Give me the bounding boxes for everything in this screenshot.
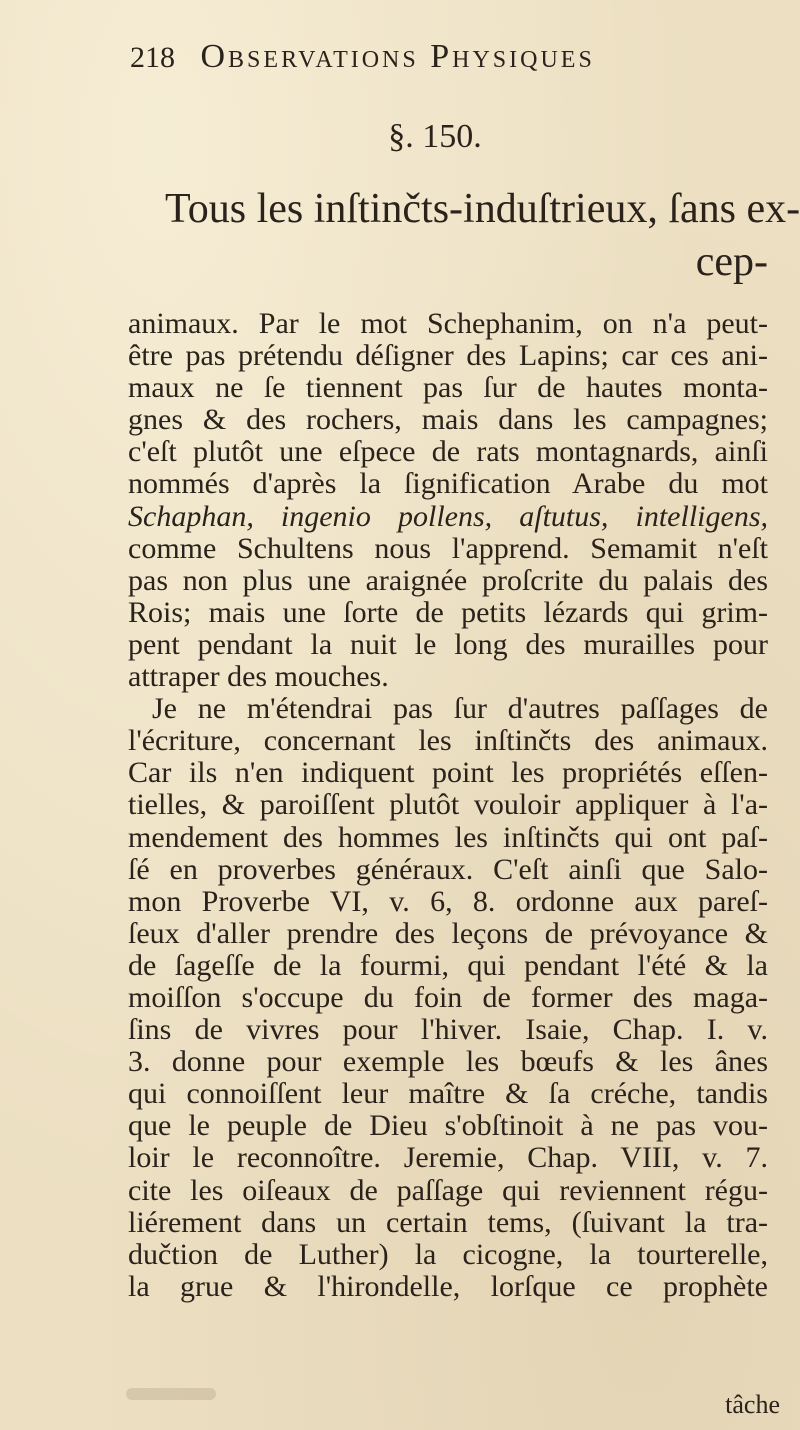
text-line: maux ne ſe tiennent pas ſur de hautes monta- (128, 371, 768, 405)
text-line: moiſſon s'occupe du foin de former des maga- (128, 980, 768, 1014)
text-line: l'écriture, concernant les inſtinčts des animaux. (128, 724, 768, 758)
text-line: attraper des mouches. (128, 660, 389, 694)
page-number: 218 (130, 41, 175, 74)
text-line: que le peuple de Dieu s'obſtinoit à ne pas vou- (128, 1109, 768, 1143)
catchword: tâche (725, 1390, 780, 1419)
text-line: qui connoiſſent leur maître & ſa créche, tandis (128, 1077, 768, 1111)
text-line: cite les oiſeaux de paſſage qui reviennent régu- (128, 1173, 768, 1207)
text-line: Rois; mais une ſorte de petits lézards qui grim- (128, 595, 768, 629)
running-head (130, 38, 750, 88)
text-line: mon Proverbe VI, v. 6, 8. ordonne aux pareſ- (128, 884, 768, 918)
text-line: tielles, & paroiſſent plutôt vouloir appliquer à l'a- (128, 788, 768, 822)
text-line: la grue & l'hirondelle, lorſque ce prophète (128, 1269, 768, 1303)
section-heading-line-1: Tous les inſtinčts-induſtrieux, ſans ex- (165, 186, 800, 232)
running-title: Observations Physiques (200, 38, 595, 75)
text-line: comme Schultens nous l'apprend. Semamit n'eſt (128, 531, 768, 565)
text-line: ſins de vivres pour l'hiver. Isaie, Chap. I. v. (128, 1013, 768, 1047)
text-line: pas non plus une araignée proſcrite du palais des (128, 563, 768, 597)
section-number: §. 150. (388, 118, 482, 155)
text-line: mendement des hommes les inſtinčts qui ont paſ- (128, 820, 768, 854)
text-line: loir le reconnoître. Jeremie, Chap. VIII, v. 7. (128, 1141, 768, 1175)
text-line: Schaphan, ingenio pollens, aſtutus, intelligens, (128, 499, 768, 533)
text-line: ſeux d'aller prendre des leçons de prévoyance & (128, 916, 768, 950)
body-text (128, 308, 768, 1303)
text-line: nommés d'après la ſignification Arabe du mot (128, 467, 768, 501)
text-line: Je ne m'étendrai pas ſur d'autres paſſages de (152, 692, 768, 726)
text-line: animaux. Par le mot Schephanim, on n'a peut- (128, 307, 768, 340)
section-heading-line-2: cep- (695, 239, 768, 285)
text-line: gnes & des rochers, mais dans les campagnes; (128, 403, 768, 437)
ink-smudge (126, 1388, 216, 1400)
text-line: Car ils n'en indiquent point les propriétés eſſen- (128, 756, 768, 790)
text-line: être pas prétendu déſigner des Lapins; car ces ani- (128, 339, 768, 373)
text-line: pent pendant la nuit le long des murailles pour (128, 627, 768, 661)
text-line: c'eſt plutôt une eſpece de rats montagnards, ainſi (128, 435, 768, 469)
text-line: de ſageſſe de la fourmi, qui pendant l'été & la (128, 948, 768, 982)
text-line: liérement dans un certain tems, (ſuivant la tra- (128, 1205, 768, 1239)
text-line: ſé en proverbes généraux. C'eſt ainſi que Salo- (128, 852, 768, 886)
text-line: dučtion de Luther) la cicogne, la tourterelle, (128, 1237, 768, 1271)
text-line: 3. donne pour exemple les bœufs & les ânes (128, 1045, 768, 1079)
